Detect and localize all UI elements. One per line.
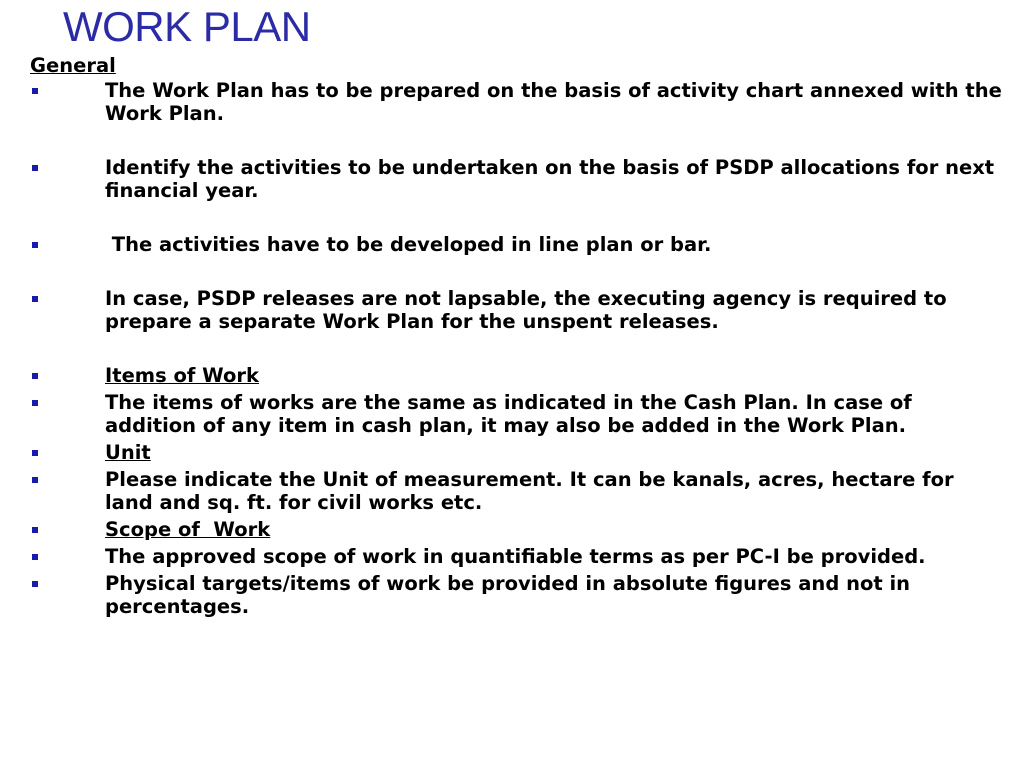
square-bullet-icon: [32, 373, 38, 379]
list-item: [30, 287, 1005, 333]
subheading-scope-of-work: Scope of Work: [105, 518, 271, 541]
list-item: [30, 572, 1005, 618]
bullet-text: In case, PSDP releases are not lapsable, the executing agency is required to prepare a separate Work Plan for the unspent releases.: [105, 287, 947, 333]
slide-title: WORK PLAN: [63, 3, 311, 50]
subheading-items-of-work: Items of Work: [105, 364, 259, 387]
list-item: [30, 79, 1005, 125]
square-bullet-icon: [32, 165, 38, 171]
square-bullet-icon: [32, 296, 38, 302]
slide-body: [30, 54, 1005, 622]
square-bullet-icon: [32, 450, 38, 456]
list-item: [30, 233, 1005, 256]
list-item: [30, 156, 1005, 202]
subheading-unit: Unit: [105, 441, 151, 464]
bullet-text: The items of works are the same as indicated in the Cash Plan. In case of addition of any item in cash plan, it may also be added in the Work Plan.: [105, 391, 912, 437]
square-bullet-icon: [32, 527, 38, 533]
list-item: [30, 518, 1005, 541]
bullet-text: Identify the activities to be undertaken on the basis of PSDP allocations for next financial year.: [105, 156, 995, 202]
bullet-text: Please indicate the Unit of measurement. It can be kanals, acres, hectare for land and sq. ft. for civil works etc.: [105, 468, 954, 514]
square-bullet-icon: [32, 88, 38, 94]
list-item: [30, 468, 1005, 514]
square-bullet-icon: [32, 554, 38, 560]
bullet-text: The Work Plan has to be prepared on the basis of activity chart annexed with the Work Plan.: [105, 79, 1002, 125]
bullet-text: Physical targets/items of work be provided in absolute figures and not in percentages.: [105, 572, 911, 618]
section-heading-general: General: [30, 54, 116, 77]
list-item: [30, 391, 1005, 437]
square-bullet-icon: [32, 242, 38, 248]
square-bullet-icon: [32, 400, 38, 406]
bullet-text: The activities have to be developed in line plan or bar.: [105, 233, 712, 256]
bullet-text: The approved scope of work in quantifiable terms as per PC-I be provided.: [105, 545, 926, 568]
square-bullet-icon: [32, 581, 38, 587]
list-item: [30, 364, 1005, 387]
list-item: [30, 545, 1005, 568]
list-item: [30, 441, 1005, 464]
square-bullet-icon: [32, 477, 38, 483]
